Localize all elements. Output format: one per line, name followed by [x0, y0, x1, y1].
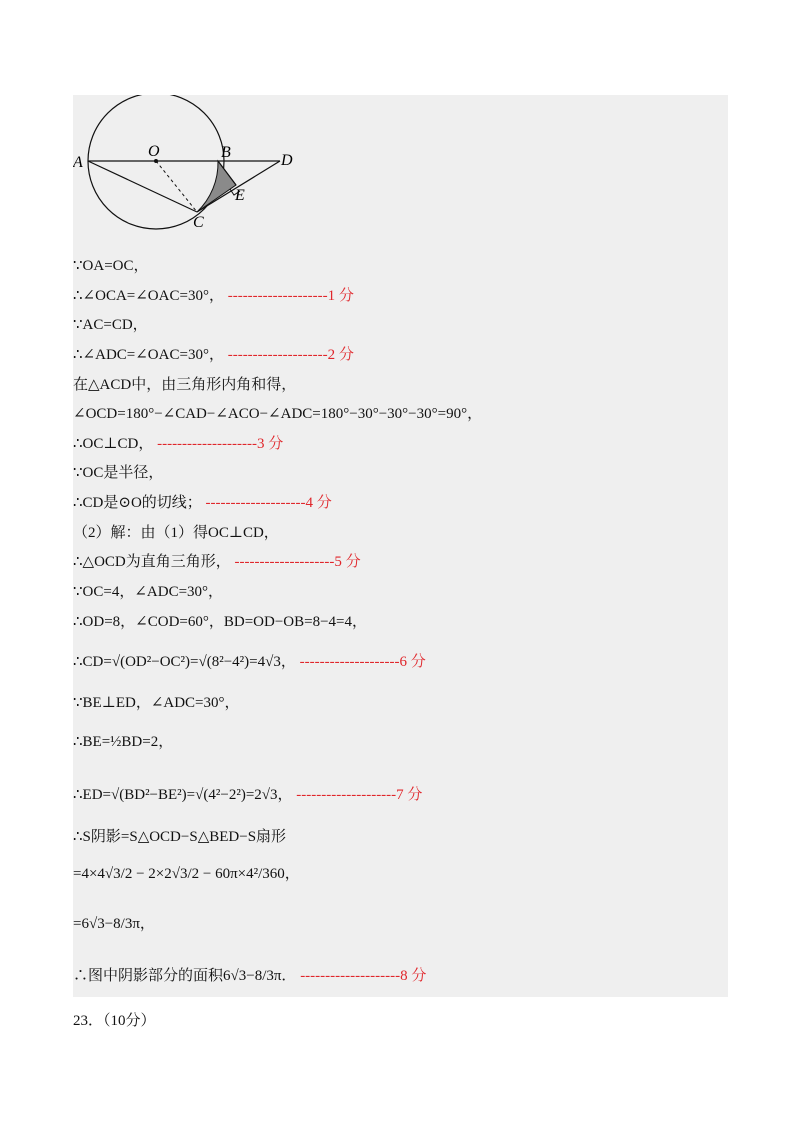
line-19-text: =4×4√3/2 − 2×2√3/2 − 60π×4²/360，	[73, 866, 300, 882]
score-8: --------------------8 分	[300, 968, 427, 984]
segment-oc-dashed	[156, 161, 197, 212]
line-7	[73, 433, 283, 455]
line-9	[73, 492, 332, 514]
line-3-text: ∵AC=CD，	[73, 317, 148, 333]
line-20	[73, 913, 155, 935]
line-5-text: 在△ACD中，由三角形内角和得，	[73, 377, 297, 393]
line-21-text: ∴图中阴影部分的面积6√3−8/3π．	[73, 968, 297, 984]
score-5: --------------------5 分	[234, 554, 361, 570]
line-16	[73, 731, 173, 753]
line-11	[73, 551, 361, 573]
line-12-text: ∵OC=4，∠ADC=30°，	[73, 584, 224, 600]
question-23-heading: 23．（10分）	[73, 1013, 156, 1029]
line-11-text: ∴△OCD为直角三角形，	[73, 554, 231, 570]
score-3: --------------------3 分	[157, 436, 284, 452]
line-10	[73, 522, 279, 544]
line-20-text: =6√3−8/3π，	[73, 916, 155, 932]
line-21	[73, 965, 426, 987]
score-7: --------------------7 分	[296, 787, 423, 803]
line-4	[73, 344, 354, 366]
line-16-text: ∴BE=½BD=2，	[73, 734, 174, 750]
label-a: A	[73, 154, 83, 171]
line-4-text: ∴∠ADC=∠OAC=30°，	[73, 347, 224, 363]
line-9-text: ∴CD是⊙O的切线；	[73, 495, 202, 511]
line-18	[73, 826, 286, 848]
line-12	[73, 581, 223, 603]
line-13	[73, 611, 367, 633]
label-e: E	[235, 187, 245, 204]
label-d: D	[281, 152, 293, 169]
score-1: --------------------1 分	[227, 288, 354, 304]
line-14-text: ∴CD=√(OD²−OC²)=√(8²−4²)=4√3，	[73, 654, 296, 670]
line-15	[73, 692, 240, 714]
geometry-figure	[73, 95, 313, 235]
line-14	[73, 651, 426, 673]
line-1	[73, 255, 149, 277]
line-18-text: ∴S阴影=S△OCD−S△BED−S扇形	[73, 829, 287, 845]
label-c: C	[193, 214, 204, 231]
line-3	[73, 314, 148, 336]
line-8	[73, 462, 163, 484]
line-6-text: ∠OCD=180°−∠CAD−∠ACO−∠ADC=180°−30°−30°−30°=90°，	[73, 406, 483, 422]
line-2-text: ∴∠OCA=∠OAC=30°，	[73, 288, 224, 304]
score-6: --------------------6 分	[299, 654, 426, 670]
line-17-text: ∴ED=√(BD²−BE²)=√(4²−2²)=2√3，	[73, 787, 293, 803]
shaded-region	[197, 161, 236, 212]
line-17	[73, 784, 422, 806]
line-2	[73, 285, 354, 307]
line-5	[73, 374, 296, 396]
line-19	[73, 863, 300, 885]
label-o: O	[148, 143, 160, 160]
line-10-text: （2）解：由（1）得OC⊥CD，	[73, 525, 279, 541]
line-8-text: ∵OC是半径，	[73, 465, 164, 481]
score-4: --------------------4 分	[205, 495, 332, 511]
line-13-text: ∴OD=8，∠COD=60°，BD=OD−OB=8−4=4，	[73, 614, 368, 630]
score-2: --------------------2 分	[227, 347, 354, 363]
line-15-text: ∵BE⊥ED，∠ADC=30°，	[73, 695, 240, 711]
line-1-text: ∵OA=OC，	[73, 258, 149, 274]
solution-panel	[73, 95, 728, 997]
line-7-text: ∴OC⊥CD，	[73, 436, 154, 452]
label-b: B	[221, 144, 231, 161]
line-6	[73, 403, 482, 425]
